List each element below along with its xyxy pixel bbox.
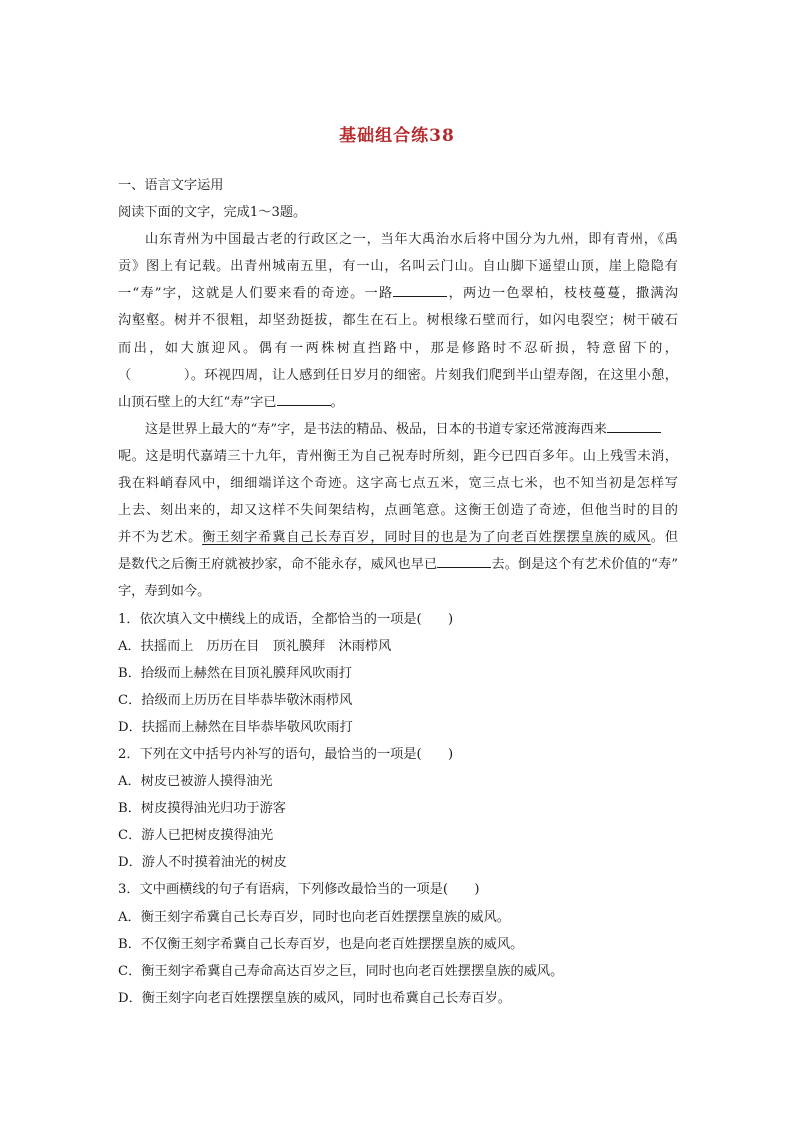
passage-line: 而出，如大旗迎风。偶有一两株树直挡路中，那是修路时不忍斫损，特意留下的， <box>118 340 678 356</box>
passage-line: 字，寿到如今。 <box>118 584 211 600</box>
passage-text: （ <box>118 367 132 383</box>
fill-blank-4 <box>437 553 491 568</box>
option-b: B．不仅衡王刻字希冀自己长寿百岁，也是向老百姓摆摆皇族的威风。 <box>118 936 524 952</box>
passage-text: 一“寿”字，这就是人们要来看的奇迹。一路 <box>118 286 394 302</box>
option-c: C．拾级而上历历在目毕恭毕敬沐雨栉风 <box>118 692 353 708</box>
question-2 <box>118 741 678 876</box>
option-a: A．树皮已被游人摸得油光 <box>118 774 273 790</box>
option-b: B．拾级而上赫然在目顶礼膜拜风吹雨打 <box>118 665 352 681</box>
question-stem: 2．下列在文中括号内补写的语句，最恰当的一项是( ) <box>118 746 454 762</box>
question-stem: 3．文中画横线的句子有语病，下列修改最恰当的一项是( ) <box>118 882 480 898</box>
passage-text: 。 <box>330 394 344 410</box>
question-3 <box>118 876 678 1011</box>
passage-line: 沟壑壑。树并不很粗，却坚劲挺拔，都生在石上。树根缘石壁而行，如闪电裂空；树干破石 <box>118 313 678 329</box>
fill-blank-1 <box>393 282 447 297</box>
document-body <box>118 172 678 1012</box>
passage-line <box>118 416 678 443</box>
page-title: 基础组合练38 <box>339 126 455 146</box>
passage-line <box>118 524 678 551</box>
passage-line: 贡》图上有记载。出青州城南五里，有一山，名叫云门山。自山脚下遥望山顶，崖上隐隐有 <box>118 259 678 275</box>
option-a: A．衡王刻字希冀自己长寿百岁，同时也向老百姓摆摆皇族的威风。 <box>118 909 510 925</box>
instruction-text: 阅读下面的文字，完成1～3题。 <box>118 205 307 221</box>
option-d: D．游人不时摸着油光的树皮 <box>118 855 287 871</box>
fill-blank-2 <box>277 391 331 406</box>
section-heading: 一、语言文字运用 <box>118 178 224 193</box>
passage-text: 去。倒是这个有艺术价值的“寿” <box>491 557 678 573</box>
option-c: C．衡王刻字希冀自己寿命高达百岁之巨，同时也向老百姓摆摆皇族的威风。 <box>118 963 564 979</box>
option-a: A．扶摇而上 历历在目 顶礼膜拜 沐雨栉风 <box>118 638 392 654</box>
question-1 <box>118 606 678 741</box>
passage-line: 呢。这是明代嘉靖三十九年，青州衡王为自己祝寿时所刻，距今已四百多年。山上残雪未消， <box>118 448 678 464</box>
passage-line: 山东青州为中国最古老的行政区之一，当年大禹治水后将中国分为九州，即有青州，《禹 <box>145 232 678 248</box>
passage-line <box>118 389 678 416</box>
option-d: D．衡王刻字向老百姓摆摆皇族的威风，同时也希冀自己长寿百岁。 <box>118 990 512 1006</box>
option-b: B．树皮摸得油光归功于游客 <box>118 801 286 817</box>
passage-line: 我在料峭春风中，细细端详这个奇迹。这字高七点五米，宽三点七米，也不知当初是怎样写 <box>118 476 678 492</box>
option-d: D．扶摇而上赫然在目毕恭毕敬风吹雨打 <box>118 719 353 735</box>
passage-text: 并不为艺术。 <box>118 530 203 546</box>
passage-line: 上去、刻出来的，却又这样不失间架结构，点画笔意。这衡王创造了奇迹，但他当时的目的 <box>118 503 678 519</box>
passage-text: 是数代之后衡王府就被抄家，命不能永存，威风也早已 <box>118 557 438 573</box>
passage-text: ，两边一色翠柏，枝枝蔓蔓，撒满沟 <box>447 286 678 302</box>
option-c: C．游人已把树皮摸得油光 <box>118 828 274 844</box>
passage-line <box>118 551 678 578</box>
fill-blank-3 <box>607 418 661 433</box>
underlined-sentence: 衡王刻字希冀自己长寿百岁，同时目的也是为了向老百姓摆摆皇族的威风 <box>202 530 651 546</box>
passage-text: ）。环视四周，让人感到任日岁月的细密。片刻我们爬到半山望寿阁，在这里小憩， <box>183 367 678 383</box>
passage-line <box>118 280 678 307</box>
passage-line <box>118 362 678 389</box>
passage-paragraph-1 <box>118 226 678 416</box>
passage-text: 。但 <box>650 530 678 546</box>
question-stem: 1．依次填入文中横线上的成语，全都恰当的一项是( ) <box>118 611 454 627</box>
passage-paragraph-2 <box>118 416 678 606</box>
passage-text: 这是世界上最大的“寿”字，是书法的精品、极品，日本的书道专家还常渡海西来 <box>145 421 607 437</box>
passage-text: 山顶石壁上的大红“寿”字已 <box>118 394 277 410</box>
